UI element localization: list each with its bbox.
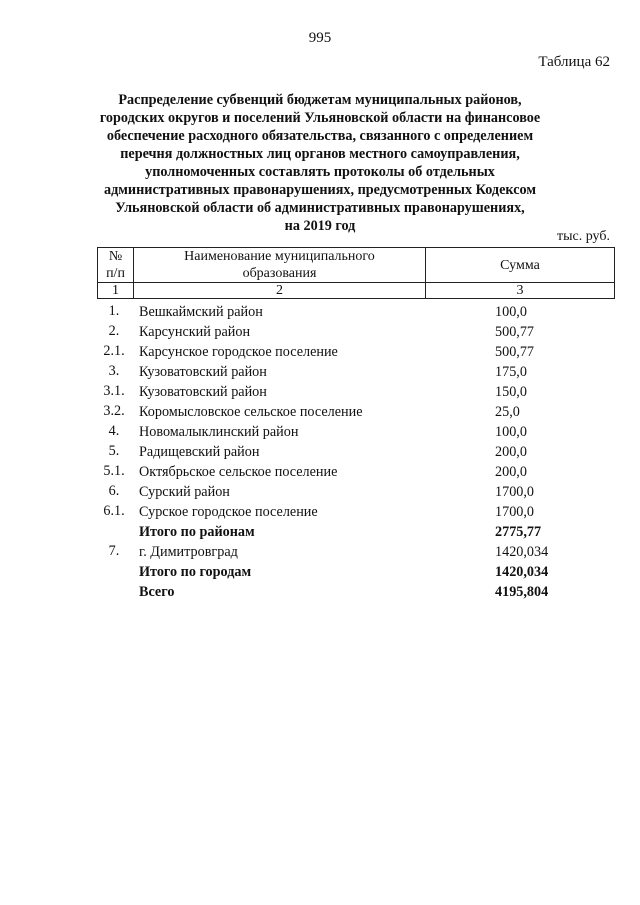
title-line: административных правонарушениях, предусмотренных Кодексом xyxy=(103,182,536,198)
row-sum: 1420,034 xyxy=(495,564,549,580)
subtotal-row-districts xyxy=(97,523,615,543)
row-name: Карсунский район xyxy=(139,324,251,340)
table-row xyxy=(97,483,615,503)
header-index-2: 2 xyxy=(133,282,426,299)
row-sum: 2775,77 xyxy=(495,524,542,540)
title-line: Ульяновской области об административных правонарушениях, xyxy=(115,200,525,216)
row-sum: 1420,034 xyxy=(495,544,549,560)
table-row xyxy=(97,543,615,563)
row-sum: 100,0 xyxy=(495,304,527,320)
row-number: 5. xyxy=(108,443,120,459)
units-label: тыс. руб. xyxy=(557,229,610,244)
row-name: г. Димитровград xyxy=(139,544,238,560)
table-row xyxy=(97,503,615,523)
row-sum: 4195,804 xyxy=(495,584,549,600)
table-row xyxy=(97,303,615,323)
row-name: Коромысловское сельское поселение xyxy=(139,404,363,420)
table-row xyxy=(97,463,615,483)
title-line: на 2019 год xyxy=(284,218,356,234)
row-name: Новомалыклинский район xyxy=(139,424,299,440)
row-sum: 1700,0 xyxy=(495,504,535,520)
row-number: 2. xyxy=(108,323,120,339)
page-number: 995 xyxy=(308,30,332,46)
row-name: Карсунское городское поселение xyxy=(139,344,338,360)
title-line: городских округов и поселений Ульяновской области на финансовое xyxy=(99,110,541,126)
row-name: Итого по районам xyxy=(139,524,255,540)
table-row xyxy=(97,383,615,403)
header-name: Наименование муниципального образования xyxy=(133,247,426,283)
row-sum: 200,0 xyxy=(495,444,527,460)
row-number: 3.1. xyxy=(103,383,125,399)
row-name: Сурский район xyxy=(139,484,230,500)
title-line: перечня должностных лиц органов местного самоуправления, xyxy=(120,146,520,162)
header-sum: Сумма xyxy=(425,247,615,283)
header-index-3: 3 xyxy=(425,282,615,299)
row-sum: 500,77 xyxy=(495,344,535,360)
row-number: 3.2. xyxy=(103,403,125,419)
row-sum: 175,0 xyxy=(495,364,527,380)
row-sum: 500,77 xyxy=(495,324,535,340)
subtotal-row-cities xyxy=(97,563,615,583)
row-number: 5.1. xyxy=(103,463,125,479)
row-number: 7. xyxy=(108,543,120,559)
header-index-1: 1 xyxy=(97,282,134,299)
table-row xyxy=(97,443,615,463)
row-name: Радищевский район xyxy=(139,444,260,460)
total-row xyxy=(97,583,615,603)
row-sum: 150,0 xyxy=(495,384,527,400)
row-name: Итого по городам xyxy=(139,564,252,580)
title-line: обеспечение расходного обязательства, связанного с определением xyxy=(106,128,534,144)
table-row xyxy=(97,343,615,363)
row-name: Всего xyxy=(139,584,175,600)
header-number: № п/п xyxy=(97,247,134,283)
table-row xyxy=(97,363,615,383)
row-sum: 1700,0 xyxy=(495,484,535,500)
row-number: 4. xyxy=(108,423,120,439)
table-header xyxy=(97,247,615,299)
title-line: уполномоченных составлять протоколы об отдельных xyxy=(145,164,495,180)
row-name: Сурское городское поселение xyxy=(139,504,318,520)
row-number: 2.1. xyxy=(103,343,125,359)
row-number: 1. xyxy=(108,303,120,319)
row-name: Кузоватовский район xyxy=(139,384,267,400)
title-line: Распределение субвенций бюджетам муниципальных районов, xyxy=(118,92,522,108)
row-sum: 200,0 xyxy=(495,464,527,480)
row-name: Вешкаймский район xyxy=(139,304,263,320)
row-number: 6. xyxy=(108,483,120,499)
row-sum: 100,0 xyxy=(495,424,527,440)
table-row xyxy=(97,323,615,343)
row-number: 6.1. xyxy=(103,503,125,519)
table-row xyxy=(97,403,615,423)
document-title xyxy=(90,91,550,235)
row-name: Кузоватовский район xyxy=(139,364,267,380)
row-sum: 25,0 xyxy=(495,404,520,420)
table-label: Таблица 62 xyxy=(538,54,610,70)
table-body xyxy=(97,303,615,603)
row-name: Октябрьское сельское поселение xyxy=(139,464,338,480)
table-row xyxy=(97,423,615,443)
row-number: 3. xyxy=(108,363,120,379)
